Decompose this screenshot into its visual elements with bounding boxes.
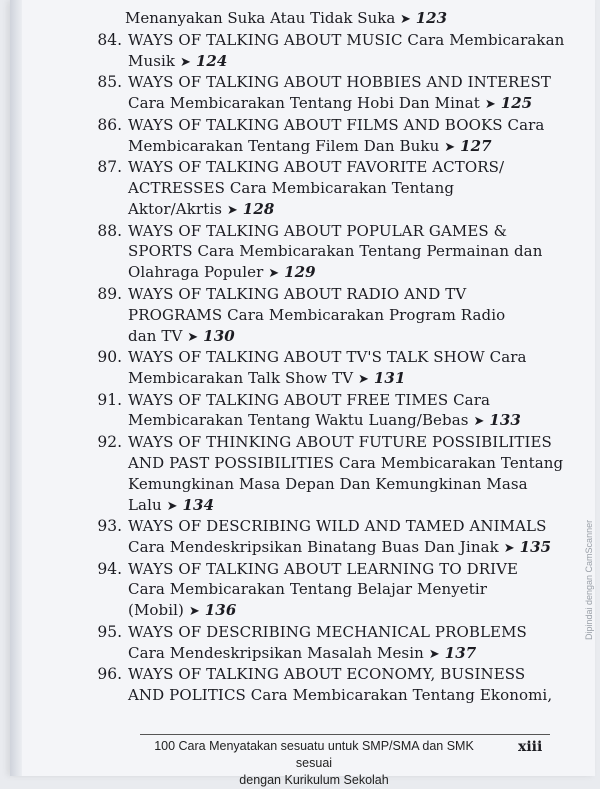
arrow-icon: ➤ (188, 604, 200, 620)
toc-page-number: 134 (182, 495, 215, 514)
toc-entry-line: dan TV ➤ 130 (128, 326, 235, 345)
toc-entry-line: WAYS OF DESCRIBING WILD AND TAMED ANIMALS (128, 517, 547, 536)
toc-entry-number: 85. (97, 73, 122, 92)
toc-entry-number: 84. (97, 31, 122, 49)
toc-entry-line: WAYS OF TALKING ABOUT FILMS AND BOOKS Cara (128, 115, 545, 134)
toc-entry-line: WAYS OF TALKING ABOUT POPULAR GAMES & (128, 221, 508, 240)
toc-page-number: 123 (415, 9, 448, 27)
toc-entry-line: WAYS OF TALKING ABOUT LEARNING TO DRIVE (128, 559, 519, 578)
arrow-icon: ➤ (268, 266, 280, 282)
toc-page-number: 137 (444, 643, 477, 662)
page-gutter-shadow (10, 0, 22, 776)
toc-entry-line: Cara Mendeskripsikan Masalah Mesin ➤ 137 (128, 643, 477, 662)
arrow-icon: ➤ (503, 540, 515, 556)
toc-page-number: 131 (373, 368, 406, 387)
toc-entry-line: WAYS OF DESCRIBING MECHANICAL PROBLEMS (128, 622, 527, 641)
toc-entry-number: 96. (97, 665, 122, 684)
toc-entry-line: Cara Membicarakan Tentang Belajar Menyetir (128, 580, 488, 599)
page-number: xiii (518, 739, 543, 755)
toc-entry-line: WAYS OF TALKING ABOUT ECONOMY, BUSINESS (128, 665, 526, 684)
toc-entry-line: WAYS OF THINKING ABOUT FUTURE POSSIBILITIES (128, 432, 552, 451)
toc-entry-line: WAYS OF TALKING ABOUT RADIO AND TV (128, 284, 467, 303)
toc-entry-number: 95. (97, 622, 122, 641)
toc-entry-line: WAYS OF TALKING ABOUT FREE TIMES Cara (128, 390, 491, 409)
toc-page-number: 127 (460, 136, 492, 155)
arrow-icon: ➤ (484, 97, 496, 113)
toc-page-number: 130 (203, 326, 235, 345)
toc-entry-number: 94. (97, 559, 122, 578)
toc-entry-number: 89. (97, 284, 122, 303)
toc-entry-number: 91. (97, 390, 122, 409)
toc-entry-line: WAYS OF TALKING ABOUT FAVORITE ACTORS/ (128, 158, 505, 177)
toc-entry-line: Olahraga Populer ➤ 129 (128, 263, 316, 282)
toc-entry-line: PROGRAMS Cara Membicarakan Program Radio (128, 305, 506, 324)
book-page (10, 0, 595, 787)
toc-entry-number: 93. (97, 517, 122, 536)
toc-continuation-line: Menanyakan Suka Atau Tidak Suka ➤ 123 (125, 9, 448, 27)
arrow-icon: ➤ (358, 371, 370, 387)
toc-entry-line: WAYS OF TALKING ABOUT MUSIC Cara Membicarakan (128, 31, 565, 49)
toc-page-number: 136 (204, 601, 237, 620)
toc-page-number: 129 (284, 263, 316, 282)
toc-entry-line: Kemungkinan Masa Depan Dan Kemungkinan Masa (128, 474, 528, 493)
toc-entry-line: AND PAST POSSIBILITIES Cara Membicarakan Tentang (128, 453, 564, 472)
arrow-icon: ➤ (444, 139, 456, 155)
arrow-icon: ➤ (187, 329, 199, 345)
toc-entry-number: 92. (97, 432, 122, 451)
toc-entry-line: Membicarakan Talk Show TV ➤ 131 (128, 368, 406, 387)
footer-divider (140, 734, 550, 735)
toc-entry-line: ACTRESSES Cara Membicarakan Tentang (128, 179, 455, 198)
toc-entry-line: Lalu ➤ 134 (128, 495, 215, 514)
arrow-icon: ➤ (166, 498, 178, 514)
toc-page-number: 124 (195, 51, 228, 70)
toc-page-number: 133 (489, 411, 521, 430)
toc-entry-number: 90. (97, 348, 122, 367)
toc-entry-number: 87. (97, 158, 122, 177)
toc-entry-line: Cara Mendeskripsikan Binatang Buas Dan Jinak ➤ 135 (128, 537, 552, 556)
arrow-icon: ➤ (179, 54, 191, 70)
scanner-watermark: Dipindai dengan CamScanner (584, 519, 594, 640)
toc-entry-line: WAYS OF TALKING ABOUT HOBBIES AND INTEREST (128, 73, 551, 92)
toc-entry-line: WAYS OF TALKING ABOUT TV'S TALK SHOW Cara (128, 348, 527, 367)
toc-entry-line: Aktor/Akrtis ➤ 128 (128, 199, 275, 218)
toc-entry-line: SPORTS Cara Membicarakan Tentang Permainan dan (128, 242, 543, 261)
toc-entry-number: 88. (97, 221, 122, 240)
toc-entry-line: Membicarakan Tentang Waktu Luang/Bebas ➤ 133 (128, 411, 521, 430)
toc-entry-line: (Mobil) ➤ 136 (128, 601, 237, 620)
arrow-icon: ➤ (473, 414, 485, 430)
arrow-icon: ➤ (428, 646, 440, 662)
toc-entry-line: Musik ➤ 124 (128, 51, 228, 70)
toc-page-number: 128 (242, 199, 275, 218)
toc-entry-line: AND POLITICS Cara Membicarakan Tentang Ekonomi, (128, 686, 553, 705)
toc-page-number: 135 (519, 537, 552, 556)
footer-book-title: 100 Cara Menyatakan sesuatu untuk SMP/SMA dan SMK sesuai dengan Kurikulum Sekolah (154, 739, 474, 787)
toc-page-number: 125 (500, 94, 533, 113)
arrow-icon: ➤ (400, 12, 411, 27)
toc-entry-number: 86. (97, 115, 122, 134)
toc-entry-line: Cara Membicarakan Tentang Hobi Dan Minat ➤ 125 (128, 94, 533, 113)
arrow-icon: ➤ (226, 202, 238, 218)
toc-entry-line: Membicarakan Tentang Filem Dan Buku ➤ 127 (128, 136, 492, 155)
